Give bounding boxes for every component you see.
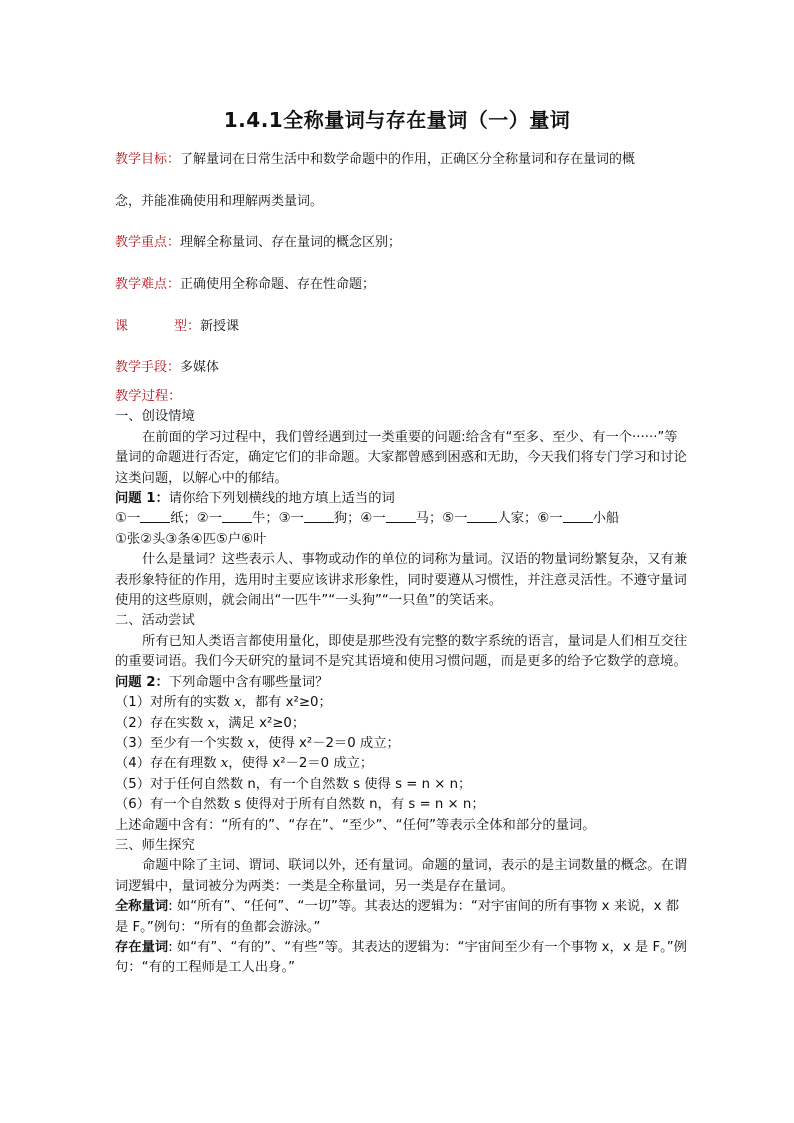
univ-label: 全称量词	[115, 899, 169, 915]
goal-line1: 了解量词在日常生活中和数学命题中的作用，正确区分全称量词和存在量词的概	[180, 152, 636, 167]
process-label: 教学过程：	[115, 389, 182, 404]
item-4-var: x	[220, 756, 229, 772]
section2-heading: 二、活动尝试	[115, 613, 195, 629]
list-item	[115, 734, 690, 754]
teaching-means	[115, 358, 685, 378]
list-item	[115, 754, 690, 774]
diff-text: 正确使用全称命题、存在性命题；	[180, 277, 376, 292]
item-2-var: x	[207, 715, 215, 731]
fill-blanks	[115, 509, 690, 529]
section1-paragraph: 在前面的学习过程中，我们曾经遇到过一类重要的问题:给含有“至多、至少、有一个······”等量词的命题进行否定，确定它们的非命题。大家都曾感到困惑和无助，今天我们将专门学习和讨论这类问题，以解心中的郁结。	[115, 429, 687, 486]
fill-2: 纸；②一	[170, 511, 223, 527]
lesson-body	[115, 387, 690, 979]
goal-label: 教学目标：	[115, 152, 181, 167]
blank-6	[563, 510, 593, 523]
section3-heading: 三、师生探究	[115, 837, 195, 853]
section1-heading: 一、创设情境	[115, 409, 195, 425]
item-3-var: x	[247, 735, 255, 751]
paragraph-2: 什么是量词？这些表示人、事物或动作的单位的词称为量词。汉语的物量词纷繁复杂，又有兼表形象特征的作用，选用时主要应该讲求形象性，同时要遵从习惯性，并注意灵活性。不遵守量词使用的这些原则，就会闹出“一匹牛”“一头狗”“一只鱼”的笑话来。	[115, 552, 688, 609]
lesson-type	[115, 317, 685, 337]
teaching-goal	[115, 150, 685, 170]
fill-7: 小船	[592, 511, 620, 527]
teaching-goal-cont: 念，并能准确使用和理解两类量词。	[115, 194, 324, 209]
type-text: 新授课	[200, 319, 240, 334]
fill-6: 人家；⑥一	[497, 511, 563, 527]
type-label-a: 课	[115, 319, 129, 334]
item-4-post: ，使得 x²－2＝0 成立；	[228, 756, 374, 772]
item-5-pre: （5）对于任何自然数 n，有一个自然数 s 使得 s = n × n；	[115, 776, 472, 792]
item-1-var: x	[234, 695, 242, 711]
item-4-pre: （4）存在有理数	[115, 756, 221, 772]
section3-paragraph: 命题中除了主词、谓词、联词以外，还有量词。命题的量词，表示的是主词数量的概念。在谓词逻辑中，量词被分为两类：一类是全称量词，另一类是存在量词。	[115, 858, 688, 894]
key-label: 教学重点：	[115, 235, 181, 250]
question1	[115, 489, 690, 509]
teaching-key	[115, 233, 685, 253]
item-6-pre: （6）有一个自然数 s 使得对于所有自然数 n，有 s = n × n；	[115, 797, 485, 813]
univ-text: : 如“所有”、“任何”、“一切”等。其表达的逻辑为：“对宇宙间的所有事物 x 来说，x 都是 F。”例句：“所有的鱼都会游泳。”	[115, 899, 680, 935]
exist-label: 存在量词	[115, 939, 169, 955]
list-item	[115, 795, 690, 815]
means-text: 多媒体	[180, 360, 220, 375]
fill-4: 狗；④一	[333, 511, 386, 527]
section2-paragraph: 所有已知人类语言都使用量化，即使是那些没有完整的数字系统的语言，量词是人们相互交往的重要词语。我们今天研究的量词不是究其语境和使用习惯问题，而是更多的给予它数学的意境。	[115, 633, 688, 670]
fill-1: ①一	[115, 511, 141, 527]
answers: ①张②头③条④匹⑤户⑥叶	[115, 531, 267, 547]
key-text: 理解全称量词、存在量词的概念区别；	[180, 235, 402, 250]
page-title: 1.4.1全称量词与存在量词（一）量词	[223, 108, 571, 132]
type-label-b: 型：	[174, 319, 201, 334]
item-3-post: ，使得 x²－2＝0 成立；	[254, 735, 400, 751]
q2-text: 下列命题中含有哪些量词？	[168, 674, 329, 690]
q1-label: 问题 1：	[115, 491, 169, 507]
blank-2	[222, 510, 252, 523]
fill-3: 牛；③一	[252, 511, 304, 527]
teaching-difficulty	[115, 275, 685, 295]
q1-text: 请你给下列划横线的地方填上适当的词	[168, 491, 395, 507]
list-item	[115, 693, 690, 713]
diff-label: 教学难点：	[115, 277, 181, 292]
fill-5: 马；⑤一	[415, 511, 468, 527]
item-2-pre: （2）存在实数	[115, 715, 208, 731]
item-2-post: ，满足 x²≥0；	[214, 715, 306, 731]
exist-text: : 如“有”、“有的”、“有些”等。其表达的逻辑为：“宇宙间至少有一个事物 x，x 是 F。”例句：“有的工程师是工人出身。”	[115, 939, 687, 976]
list-item	[115, 775, 690, 795]
universal-quantifier	[115, 897, 690, 938]
item-3-pre: （3）至少有一个实数	[115, 735, 248, 751]
question2	[115, 673, 690, 693]
summary: 上述命题中含有：“所有的”、“存在”、“至少”、“任何”等表示全体和部分的量词。	[115, 817, 596, 833]
list-item	[115, 714, 690, 734]
means-label: 教学手段：	[115, 360, 181, 375]
item-1-post: ，都有 x²≥0；	[241, 695, 332, 711]
existential-quantifier	[115, 938, 690, 979]
q2-label: 问题 2：	[115, 674, 169, 690]
blank-4	[386, 510, 416, 523]
item-1-pre: （1）对所有的实数	[115, 695, 235, 711]
blank-5	[467, 510, 497, 523]
blank-1	[140, 510, 170, 523]
blank-3	[304, 510, 334, 523]
